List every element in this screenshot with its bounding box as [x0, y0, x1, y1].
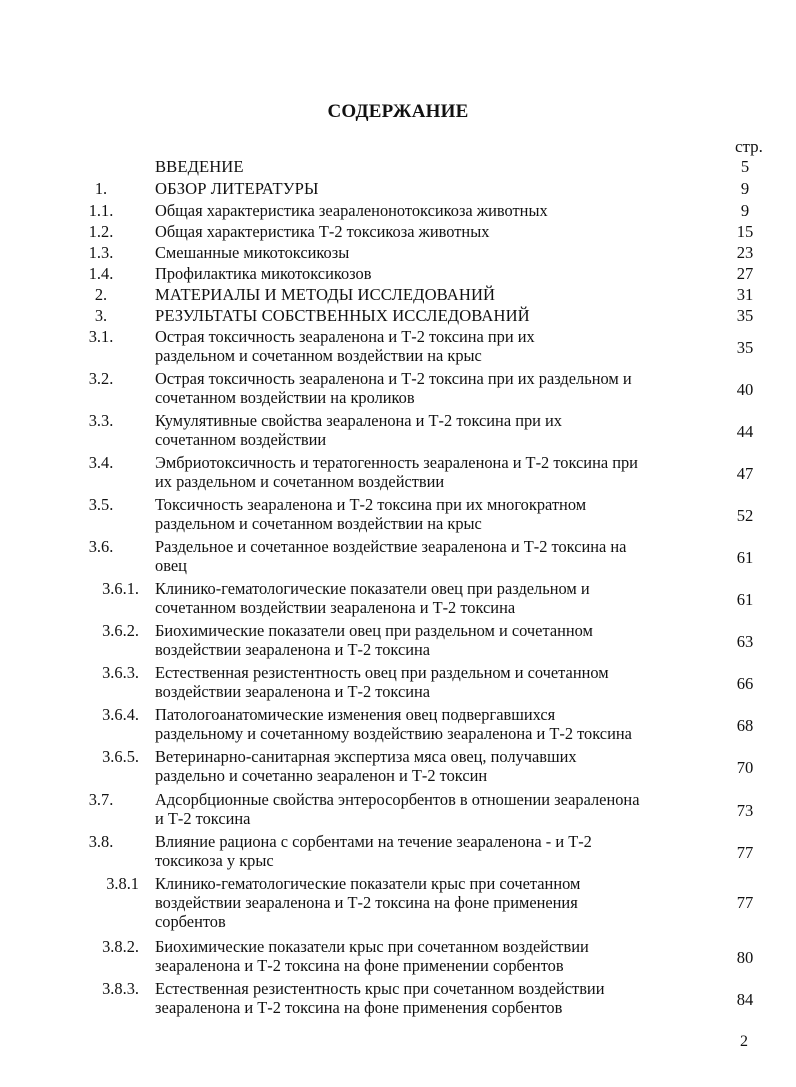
toc-entry-page: 15	[736, 222, 754, 241]
toc-entry-page: 5	[740, 157, 750, 176]
toc-entry-number: 3.6.5.	[102, 747, 139, 766]
toc-entry-line: сорбентов	[155, 912, 226, 931]
toc-entry-text	[155, 411, 717, 449]
toc-entry-page: 9	[740, 179, 750, 198]
toc-entry-page: 23	[736, 243, 754, 262]
toc-entry-text	[155, 747, 717, 785]
toc-entry-line: Острая токсичность зеараленона и Т-2 токсина при их раздельном и	[155, 369, 632, 388]
toc-entry-page: 63	[736, 632, 754, 651]
toc-entry-number: 3.5.	[88, 495, 114, 514]
toc-entry-number: 3.3.	[88, 411, 114, 430]
toc-entry-page: 77	[736, 843, 754, 862]
toc-entry-number: 3.6.1.	[102, 579, 139, 598]
page-number: 2	[740, 1033, 748, 1050]
toc-entry-line: раздельном и сочетанном воздействии на крыс	[155, 514, 482, 533]
toc-entry-page: 80	[736, 948, 754, 967]
toc-entry-text: Смешанные микотоксикозы	[155, 243, 350, 262]
toc-entry-line: Токсичность зеараленона и Т-2 токсина при их многократном	[155, 495, 587, 514]
toc-entry-line: Влияние рациона с сорбентами на течение зеараленона - и Т-2	[155, 832, 592, 851]
toc-entry-page: 77	[736, 893, 754, 912]
toc-entry-line: воздействии зеараленона и Т-2 токсина	[155, 640, 431, 659]
toc-entry-text	[155, 874, 717, 931]
toc-entry-page: 27	[736, 264, 754, 283]
toc-entry-line: воздействии зеараленона и Т-2 токсина на фоне применения	[155, 893, 578, 912]
toc-entry-number: 3.6.	[88, 537, 114, 556]
toc-entry-line: Клинико-гематологические показатели овец при раздельном и	[155, 579, 590, 598]
toc-entry-page: 9	[740, 201, 750, 220]
toc-entry-page: 44	[736, 422, 754, 441]
toc-entry-number: 1.2.	[88, 222, 114, 241]
toc-entry-line: Кумулятивные свойства зеараленона и Т-2 токсина при их	[155, 411, 563, 430]
toc-entry-line: Естественная резистентность крыс при сочетанном воздействии	[155, 979, 605, 998]
toc-entry-number: 1.1.	[88, 201, 114, 220]
toc-entry-number: 3.	[94, 306, 108, 325]
toc-entry-line: Ветеринарно-санитарная экспертиза мяса овец, получавших	[155, 747, 577, 766]
toc-entry-page: 61	[736, 590, 754, 609]
toc-entry-number: 3.4.	[88, 453, 114, 472]
toc-entry-page: 70	[736, 758, 754, 777]
toc-entry-text	[155, 495, 717, 533]
toc-entry-text: Общая характеристика Т-2 токсикоза животных	[155, 222, 490, 241]
toc-entry-text	[155, 537, 717, 575]
toc-entry-page: 84	[736, 990, 754, 1009]
toc-entry-line: раздельному и сочетанному воздействию зеараленона и Т-2 токсина	[155, 724, 632, 743]
toc-entry-line: зеараленона и Т-2 токсина на фоне применении сорбентов	[155, 956, 564, 975]
toc-entry-text	[155, 790, 717, 828]
toc-entry-text	[155, 663, 717, 701]
toc-entry-line: сочетанном воздействии на кроликов	[155, 388, 415, 407]
toc-entry-text	[155, 832, 717, 870]
toc-entry-line: Биохимические показатели овец при раздельном и сочетанном	[155, 621, 593, 640]
toc-entry-line: раздельно и сочетанно зеараленон и Т-2 токсин	[155, 766, 488, 785]
toc-entry-number: 3.8.1	[106, 874, 139, 893]
toc-entry-text: Профилактика микотоксикозов	[155, 264, 372, 283]
toc-entry-page: 73	[736, 801, 754, 820]
toc-entry-number: 1.4.	[88, 264, 114, 283]
toc-entry-page: 68	[736, 716, 754, 735]
toc-entry-text	[155, 453, 717, 491]
toc-entry-text	[155, 579, 717, 617]
toc-entry-text: МАТЕРИАЛЫ И МЕТОДЫ ИССЛЕДОВАНИЙ	[155, 285, 496, 304]
toc-entry-page: 61	[736, 548, 754, 567]
toc-entry-page: 31	[736, 285, 754, 304]
toc-entry-line: зеараленона и Т-2 токсина на фоне применения сорбентов	[155, 998, 563, 1017]
toc-entry-number: 3.8.2.	[102, 937, 139, 956]
toc-entry-text: ВВЕДЕНИЕ	[155, 157, 244, 176]
toc-entry-line: Адсорбционные свойства энтеросорбентов в отношении зеараленона	[155, 790, 640, 809]
page-column-label: стр.	[735, 137, 763, 156]
toc-entry-line: сочетанном воздействии зеараленона и Т-2 токсина	[155, 598, 516, 617]
toc-entry-text	[155, 979, 717, 1017]
toc-entry-line: Патологоанатомические изменения овец подвергавшихся	[155, 705, 556, 724]
toc-entry-number: 3.8.	[88, 832, 114, 851]
toc-entry-line: овец	[155, 556, 187, 575]
toc-entry-text	[155, 327, 717, 365]
toc-entry-line: раздельном и сочетанном воздействии на крыс	[155, 346, 482, 365]
toc-entry-text	[155, 705, 717, 743]
toc-entry-line: воздействии зеараленона и Т-2 токсина	[155, 682, 431, 701]
toc-entry-text	[155, 937, 717, 975]
toc-entry-line: Раздельное и сочетанное воздействие зеараленона и Т-2 токсина на	[155, 537, 627, 556]
toc-entry-text: Общая характеристика зеараленонотоксикоза животных	[155, 201, 548, 220]
toc-entry-line: сочетанном воздействии	[155, 430, 327, 449]
toc-entry-number: 3.6.4.	[102, 705, 139, 724]
toc-entry-number: 2.	[94, 285, 108, 304]
toc-entry-page: 66	[736, 674, 754, 693]
toc-entry-number: 3.8.3.	[102, 979, 139, 998]
toc-entry-line: Острая токсичность зеараленона и Т-2 токсина при их	[155, 327, 535, 346]
toc-entry-text	[155, 369, 717, 407]
toc-entry-line: Естественная резистентность овец при раздельном и сочетанном	[155, 663, 609, 682]
toc-entry-line: и Т-2 токсина	[155, 809, 251, 828]
toc-entry-page: 47	[736, 464, 754, 483]
toc-entry-text: РЕЗУЛЬТАТЫ СОБСТВЕННЫХ ИССЛЕДОВАНИЙ	[155, 306, 530, 325]
toc-entry-number: 1.	[94, 179, 108, 198]
toc-entry-number: 3.1.	[88, 327, 114, 346]
toc-entry-text	[155, 621, 717, 659]
toc-entry-number: 3.2.	[88, 369, 114, 388]
toc-entry-page: 35	[736, 338, 754, 357]
toc-entry-text: ОБЗОР ЛИТЕРАТУРЫ	[155, 179, 319, 198]
toc-entry-number: 3.6.2.	[102, 621, 139, 640]
page-title: СОДЕРЖАНИЕ	[327, 101, 469, 122]
toc-entry-page: 40	[736, 380, 754, 399]
toc-entry-line: их раздельном и сочетанном воздействии	[155, 472, 445, 491]
toc-entry-page: 52	[736, 506, 754, 525]
toc-entry-number: 3.7.	[88, 790, 114, 809]
toc-entry-page: 35	[736, 306, 754, 325]
toc-entry-line: токсикоза у крыс	[155, 851, 274, 870]
toc-entry-number: 1.3.	[88, 243, 114, 262]
toc-entry-line: Биохимические показатели крыс при сочетанном воздействии	[155, 937, 589, 956]
toc-entry-line: Эмбриотоксичность и тератогенность зеараленона и Т-2 токсина при	[155, 453, 638, 472]
toc-entry-line: Клинико-гематологические показатели крыс при сочетанном	[155, 874, 581, 893]
toc-entry-number: 3.6.3.	[102, 663, 139, 682]
